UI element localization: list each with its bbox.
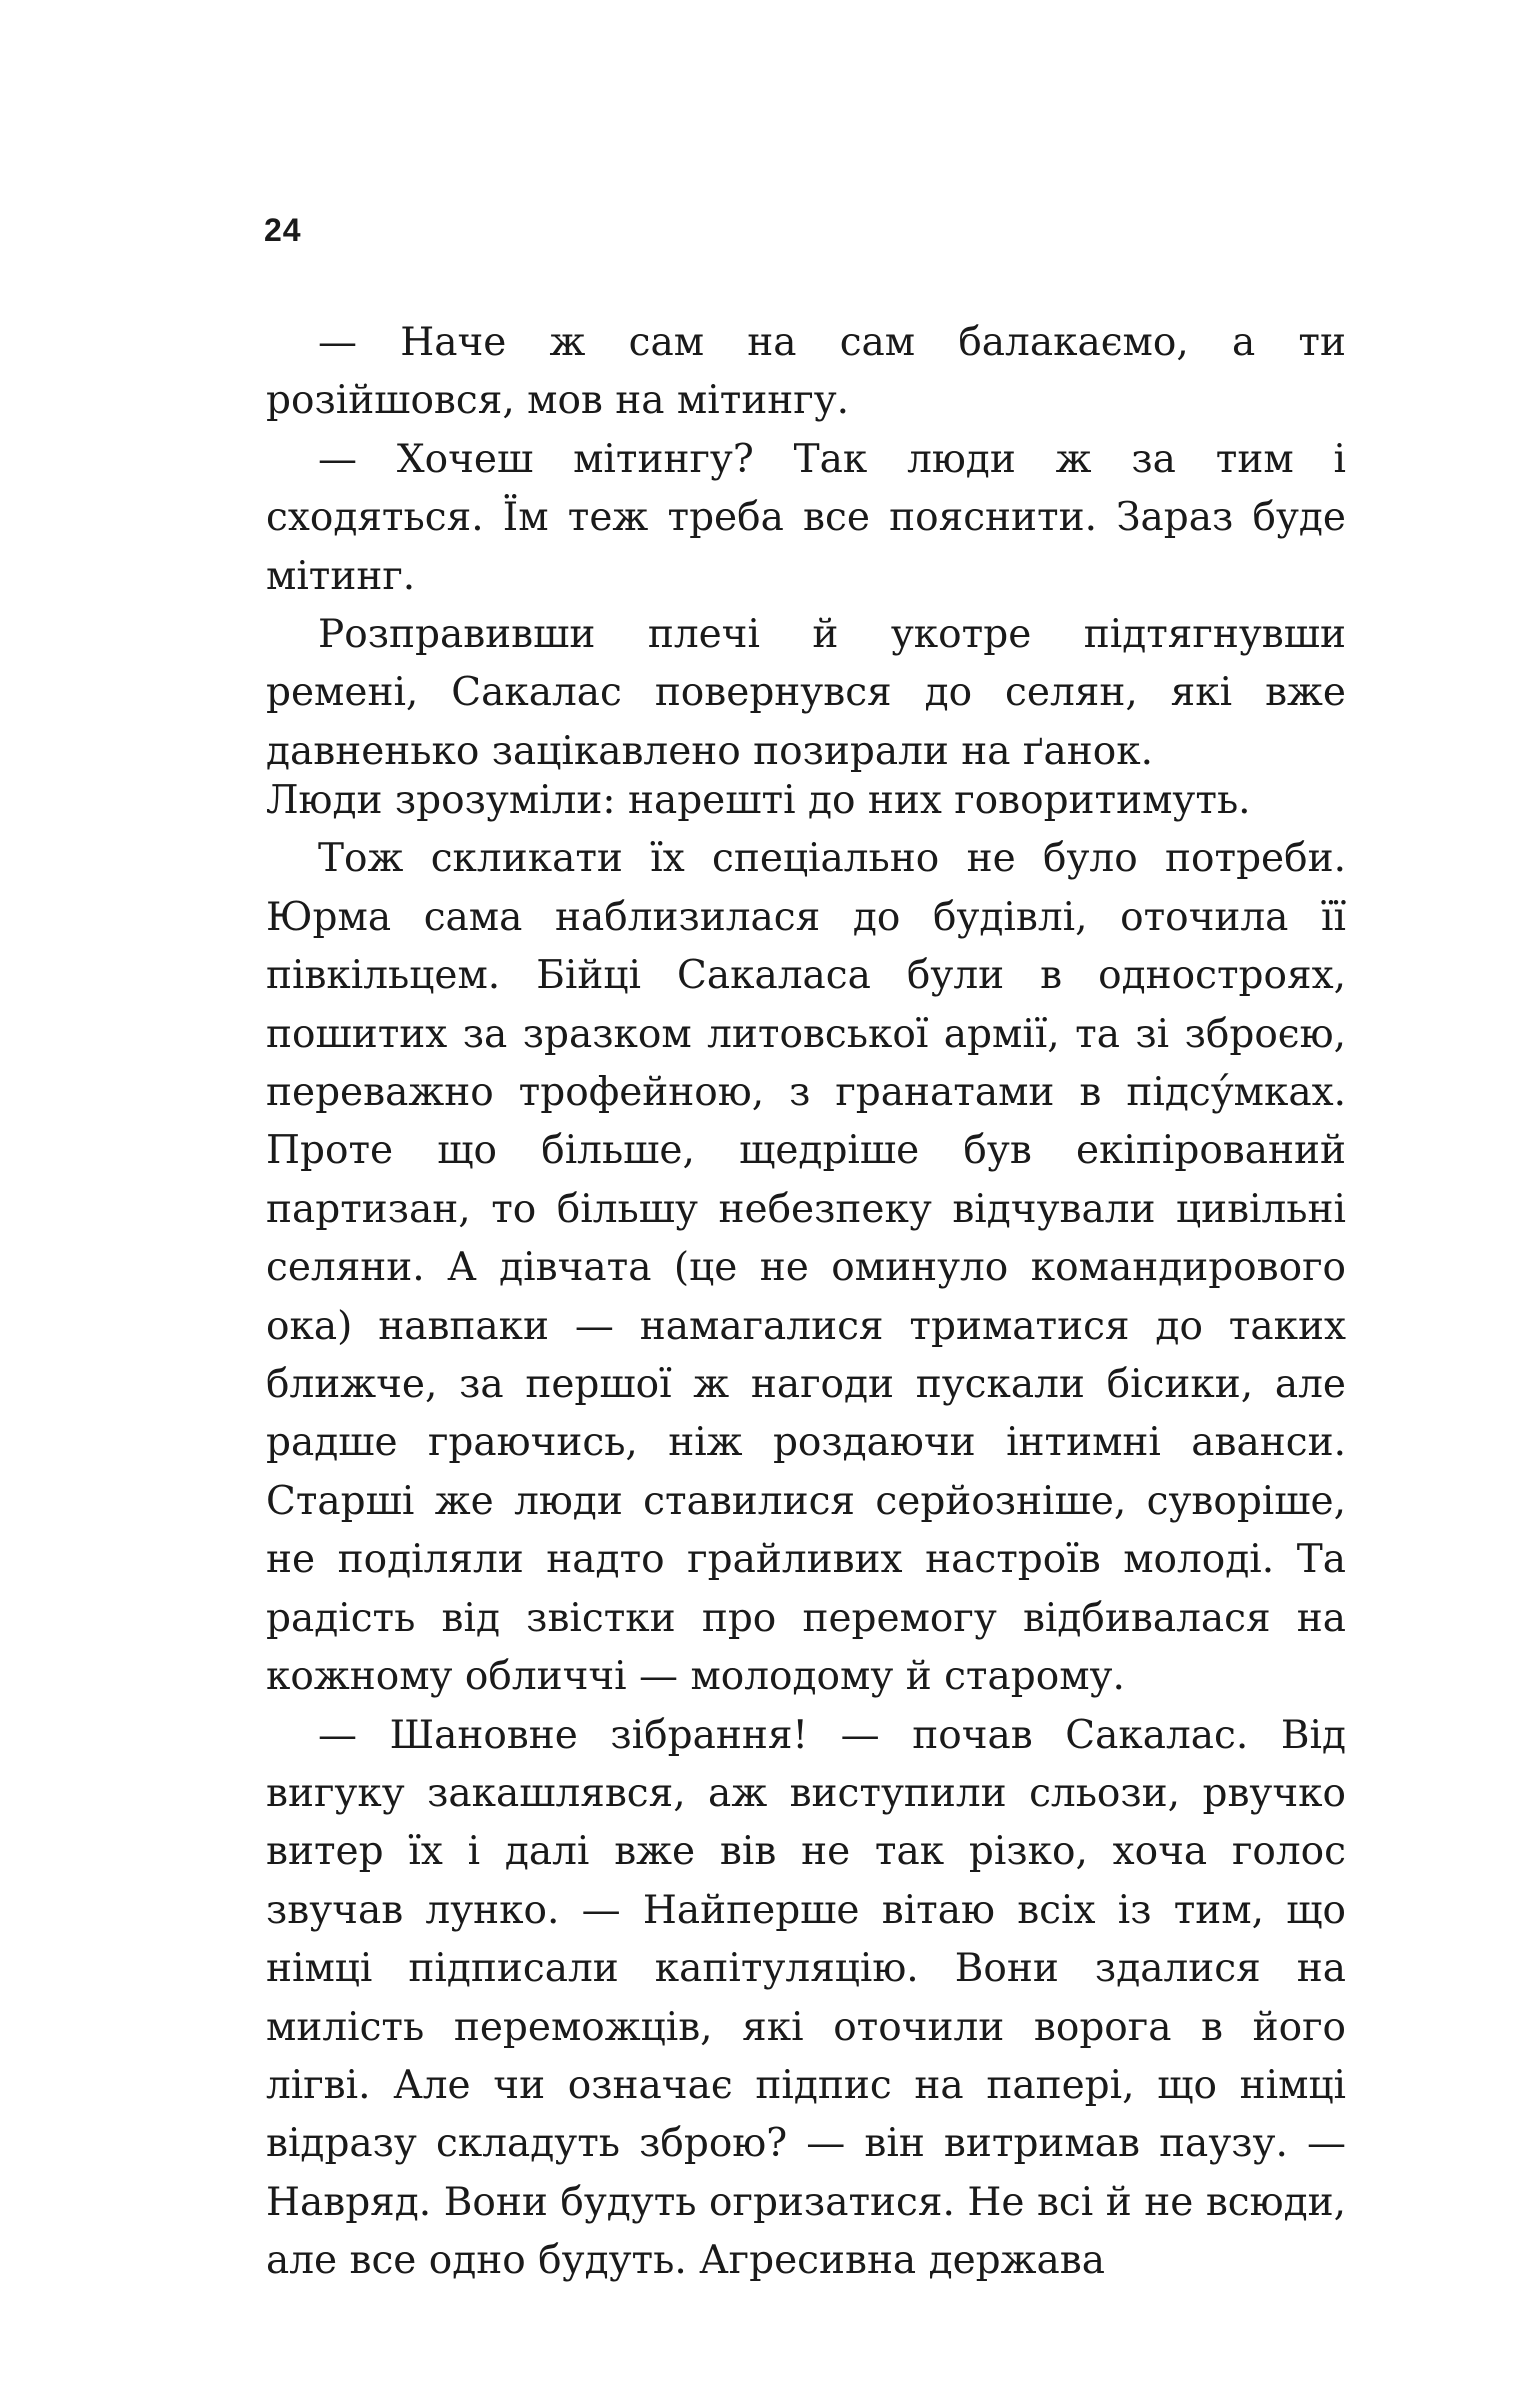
paragraph: — Хочеш мітингу? Так люди ж за тим і сходяться. Їм теж треба все пояснити. Зараз буде мітинг. (266, 436, 1346, 599)
paragraph: Тож скликати їх спеціально не було потреби. Юрма сама наблизилася до будівлі, оточила її півкільцем. Бійці Сакаласа були в одностроях, пошитих за зразком литовської армії, та зі зброєю, переважно трофейною, з гранатами в підсу́мках. Проте що більше, щедріше був екіпірований партизан, то більшу небезпеку відчували цивільні селяни. А дівчата (це не оминуло командирового ока) навпаки — намагалися триматися до таких ближче, за першої ж нагоди пускали бісики, але радше граючись, ніж роздаючи інтимні аванси. Старші же люди ставилися серйозніше, суворіше, не поділяли надто грайливих настроїв молоді. Та радість від звістки про перемогу відбивалася на кожному обличчі — молодому й старому. (266, 836, 1346, 1700)
paragraph: Розправивши плечі й укотре підтягнувши ремені, Сакалас повернувся до селян, які вже давненько зацікавлено позирали на ґанок. (266, 612, 1346, 774)
page-number: 24 (264, 212, 302, 248)
paragraph: Люди зрозуміли: нарешті до них говоритимуть. (266, 778, 1251, 823)
paragraph: — Шановне зібрання! — почав Сакалас. Від вигуку закашлявся, аж виступили сльози, рвучко витер їх і далі вже вів не так різко, хоча голос звучав лунко. — Найперше вітаю всіх із тим, що німці підписали капітуляцію. Вони здалися на милість переможців, які оточили ворога в його лігві. Але чи означає підпис на папері, що німці відразу складуть зброю? — він витримав паузу. — Навряд. Вони будуть огризатися. Не всі й не всюди, але все одно будуть. Агресивна держава (266, 1712, 1346, 2284)
paragraph: — Наче ж сам на сам балакаємо, а ти розійшовся, мов на мітингу. (266, 320, 1346, 424)
text-section-1 (266, 314, 1346, 781)
text-section-2 (266, 772, 1346, 2291)
